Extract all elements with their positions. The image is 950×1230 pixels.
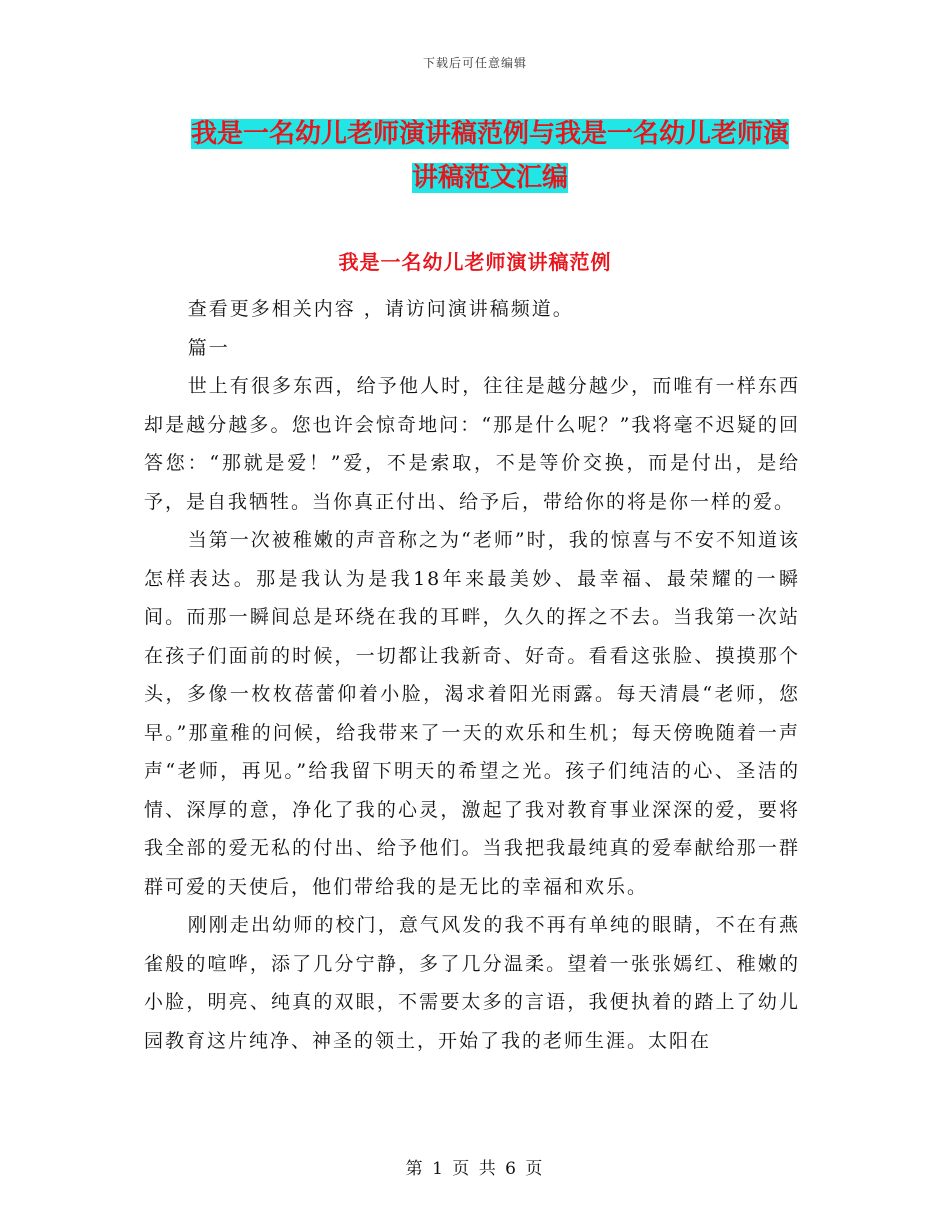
page-header-note: 下载后可任意编辑: [422, 56, 527, 70]
document-body: [144, 290, 800, 1060]
section-title: 我是一名幼儿老师演讲稿范例: [338, 250, 612, 274]
paragraph-channel-note: 查看更多相关内容 ，请访问演讲稿频道。: [187, 298, 574, 320]
page-number: 第 1 页 共 6 页: [405, 1159, 545, 1179]
document-title: [140, 112, 840, 200]
paragraph: 世上有很多东西，给予他人时，往往是越分越少，而唯有一样东西却是越分越多。您也许会惊奇地问：“那是什么呢？”我将毫不迟疑的回答您：“那就是爱！”爱，不是索取，不是等价交换，而是付出，是给予，是自我牺牲。当你真正付出、给予后，带给你的将是你一样的爱。: [144, 375, 800, 513]
document-title-line-1: 我是一名幼儿老师演讲稿范例与我是一名幼儿老师演: [190, 119, 789, 149]
paragraph: 刚刚走出幼师的校门，意气风发的我不再有单纯的眼睛，不在有燕雀般的喧哗，添了几分宁静，多了几分温柔。望着一张张嫣红、稚嫩的小脸，明亮、纯真的双眼，不需要太多的言语，我便执着的踏上了幼儿园教育这片纯净、神圣的领土，开始了我的老师生涯。太阳在: [144, 914, 800, 1052]
document-title-line-2: 讲稿范文汇编: [411, 163, 568, 193]
paragraph-part-label: 篇一: [187, 336, 230, 359]
paragraph: 当第一次被稚嫩的声音称之为“老师”时，我的惊喜与不安不知道该怎样表达。那是我认为是我18年来最美妙、最幸福、最荣耀的一瞬间。而那一瞬间总是环绕在我的耳畔，久久的挥之不去。当我第一次站在孩子们面前的时候，一切都让我新奇、好奇。看看这张脸、摸摸那个头，多像一枚枚蓓蕾仰着小脸，渴求着阳光雨露。每天清晨“老师，您早。”那童稚的问候，给我带来了一天的欢乐和生机；每天傍晚随着一声声“老师，再见。”给我留下明天的希望之光。孩子们纯洁的心、圣洁的情、深厚的意，净化了我的心灵，激起了我对教育事业深深的爱，要将我全部的爱无私的付出、给予他们。当我把我最纯真的爱奉献给那一群群可爱的天使后，他们带给我的是无比的幸福和欢乐。: [144, 529, 800, 898]
